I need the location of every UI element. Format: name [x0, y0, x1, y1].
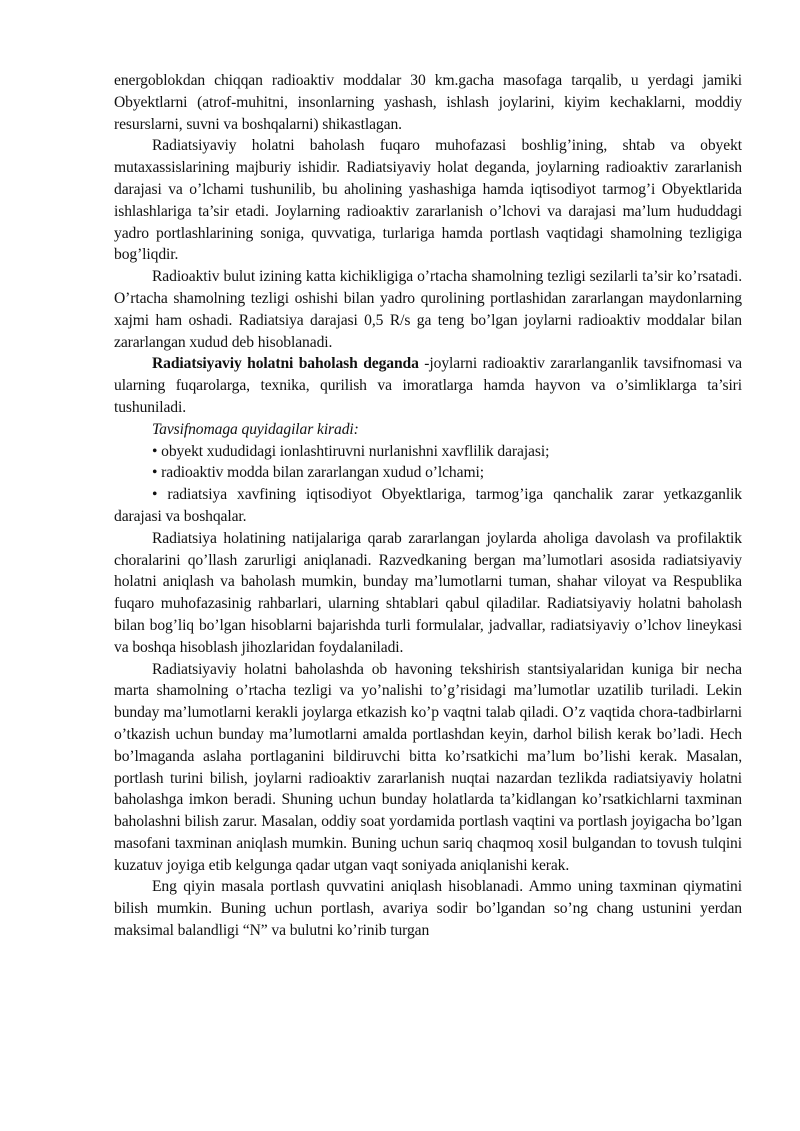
list-item: • obyekt xududidagi ionlashtiruvni nurlanishni xavflilik darajasi; — [152, 442, 550, 460]
paragraph-2: Radiatsiyaviy holatni baholash fuqaro muhofazasi boshlig’ining, shtab va obyekt mutaxassislarining majburiy ishidir. Radiatsiyaviy holat deganda, joylarning radioaktiv zararlanish darajasi va o’lchami tushunilib, bu aholining yashashiga hamda iqtisodiyot tarmog’i Obyektlarida ishlashlariga ta’sir etadi. Joylarning radioaktiv zararlanish o’lchovi va darajasi ma’lum hududdagi yadro portlashlarining soniga, quvvatiga, turlariga hamda portlash vaqtidagi shamolning tezligiga bog’liqdir. — [114, 137, 742, 264]
paragraph-8: Eng qiyin masala portlash quvvatini aniqlash hisoblanadi. Ammo uning taxminan qiymatini bilish mumkin. Buning uchun portlash, avariya sodir bo’lgandan so’ng chang ustunini yerdan maksimal balandligi “N” va bulutni ko’rinib turgan — [114, 878, 742, 940]
definition-term: Radiatsiyaviy holatni baholash deganda — [152, 355, 419, 373]
paragraph-6: Radiatsiya holatining natijalariga qarab zararlangan joylarda aholiga davolash va profilaktik choralarini qo’llash zarurligi aniqlanadi. Razvedkaning bergan ma’lumotlari asosida radiatsiyaviy holatni aniqlash va baholash mumkin, bunday ma’lumotlarni tuman, shahar viloyat va Respublika fuqaro muhofazasinig rahbarlari, ularning shtablari qabul qiladilar. Radiatsiyaviy holatni baholash bilan bog’liq bo’lgan hisoblarni bajarishda turli formulalar, jadvallar, radiatsiyaviy o’lchov lineykasi va boshqa hisoblash jihozlaridan foydalaniladi. — [114, 529, 742, 656]
paragraph-1: energoblokdan chiqqan radioaktiv moddalar 30 km.gacha masofaga tarqalib, u yerdagi jamiki Obyektlarni (atrof-muhitni, insonlarning yashash, ishlash joylarini, kiyim kechaklarni, moddiy resurslarni, suvni va boshqalarni) shikastlagan. — [114, 72, 742, 133]
list-intro: Tavsifnomaga quyidagilar kiradi: — [152, 420, 359, 438]
paragraph-7: Radiatsiyaviy holatni baholashda ob havoning tekshirish stantsiyalaridan kuniga bir necha marta shamolning o’rtacha tezligi va yo’nalishi to’g’risidagi ma’lumotlar uzatilib turiladi. Lekin bunday ma’lumotlarni kerakli joylarga etkazish ko’p vaqtni talab qiladi. O’z vaqtida chora-tadbirlarni o’tkazish uchun bunday ma’lumotlarni amalda portlashdan keyin, darhol bilish kerak bo’ladi. Hech bo’lmaganda aslaha portlaganini bildiruvchi bitta ko’rsatkichi ma’lum bo’lishi kerak. Masalan, portlash turini bilish, joylarni radioaktiv zararlanish nuqtai nazardan tezlikda radiatsiyaviy holatni baholashga imkon beradi. Shuning uchun bunday holatlarda ta’kidlangan ko’rsatkichlarni taxminan baholashni bilish zarur. Masalan, oddiy soat yordamida portlash vaqtini va portlash joyigacha bo’lgan masofani taxminan aniqlash mumkin. Buning uchun sariq chaqmoq xosil bulgandan to tovush tulqini kuzatuv joyiga etib kelgunga qadar utgan vaqt soniyada aniqlanishi kerak. — [114, 660, 742, 874]
paragraph-4 — [114, 353, 742, 418]
definition-text: -joylarni radioaktiv zararlanganlik tavsifnomasi va ularning fuqarolarga, texnika, qurilish va imoratlarga hamda hayvon va o’simliklarga ta’siri tushuniladi. — [114, 355, 742, 416]
paragraph-3: Radioaktiv bulut izining katta kichikligiga o’rtacha shamolning tezligi sezilarli ta’sir ko’rsatadi. O’rtacha shamolning tezligi oshishi bilan yadro qurolining portlashidan zararlangan maydonlarning xajmi ham oshadi. Radiatsiya darajasi 0,5 R/s ga teng bo’lgan joylarni radioaktiv moddalar bilan zararlangan xudud deb hisoblanadi. — [114, 268, 742, 351]
list-item: • radiatsiya xavfining iqtisodiyot Obyektlariga, tarmog’iga qanchalik zarar yetkazganlik darajasi va boshqalar. — [114, 486, 742, 525]
list-item: • radioaktiv modda bilan zararlangan xudud o’lchami; — [152, 464, 484, 482]
document-page — [114, 70, 742, 942]
